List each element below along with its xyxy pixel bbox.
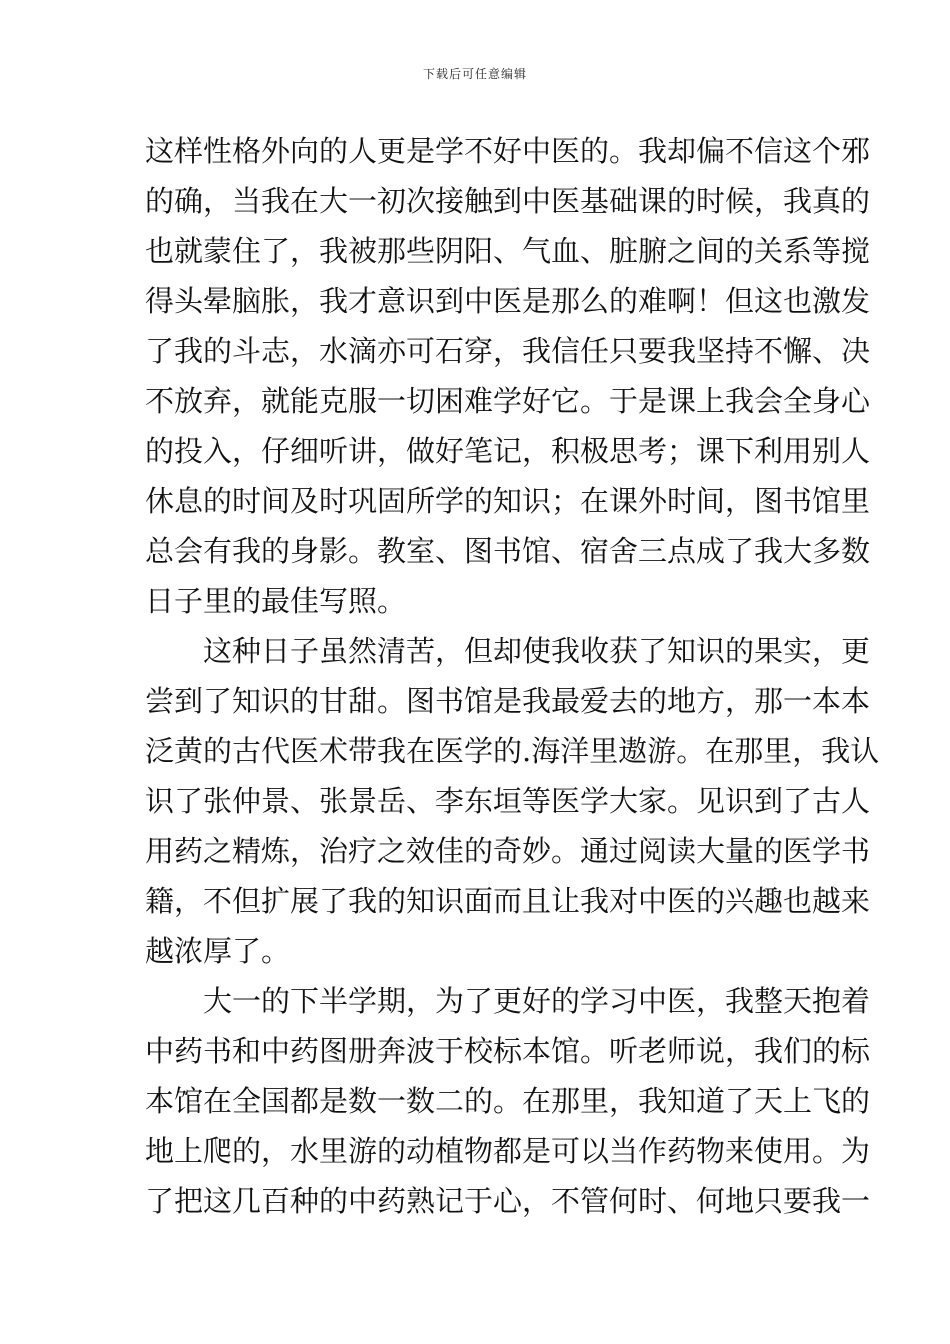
text-line: 的投入，仔细听讲，做好笔记，积极思考；课下利用别人 [145, 434, 871, 468]
paragraph-2 [145, 626, 880, 976]
text-line: 中药书和中药图册奔波于校标本馆。听老师说，我们的标 [145, 1034, 871, 1068]
paragraph-1 [145, 126, 871, 626]
text-line: 也就蒙住了，我被那些阴阳、气血、脏腑之间的关系等搅 [145, 234, 871, 268]
text-line: 尝到了知识的甘甜。图书馆是我最爱去的地方，那一本本 [145, 684, 871, 718]
text-line: 不放弃，就能克服一切困难学好它。于是课上我会全身心 [145, 384, 871, 418]
text-line: 大一的下半学期，为了更好的学习中医，我整天抱着 [145, 984, 871, 1018]
text-line: 日子里的最佳写照。 [145, 584, 407, 618]
text-line: 泛黄的古代医术带我在医学的.海洋里遨游。在那里，我认 [145, 734, 880, 768]
text-line: 得头晕脑胀，我才意识到中医是那么的难啊！但这也激发 [145, 284, 871, 318]
text-line: 地上爬的，水里游的动植物都是可以当作药物来使用。为 [145, 1134, 871, 1168]
text-line: 越浓厚了。 [145, 934, 291, 968]
text-line: 籍，不但扩展了我的知识面而且让我对中医的兴趣也越来 [145, 884, 871, 918]
text-line: 这种日子虽然清苦，但却使我收获了知识的果实，更 [145, 634, 871, 668]
text-line: 的确，当我在大一初次接触到中医基础课的时候，我真的 [145, 184, 871, 218]
paragraph-3 [145, 976, 871, 1226]
text-line: 休息的时间及时巩固所学的知识；在课外时间，图书馆里 [145, 484, 871, 518]
text-line: 总会有我的身影。教室、图书馆、宿舍三点成了我大多数 [145, 534, 871, 568]
text-line: 用药之精炼，治疗之效佳的奇妙。通过阅读大量的医学书 [145, 834, 871, 868]
text-line: 这样性格外向的人更是学不好中医的。我却偏不信这个邪 [145, 134, 871, 168]
text-line: 识了张仲景、张景岳、李东垣等医学大家。见识到了古人 [145, 784, 871, 818]
text-line: 了我的斗志，水滴亦可石穿，我信任只要我坚持不懈、决 [145, 334, 871, 368]
text-line: 了把这几百种的中药熟记于心，不管何时、何地只要我一 [145, 1184, 871, 1218]
document-body [145, 126, 880, 1226]
page-header: 下载后可任意编辑 [422, 67, 527, 81]
text-line: 本馆在全国都是数一数二的。在那里，我知道了天上飞的 [145, 1084, 871, 1118]
